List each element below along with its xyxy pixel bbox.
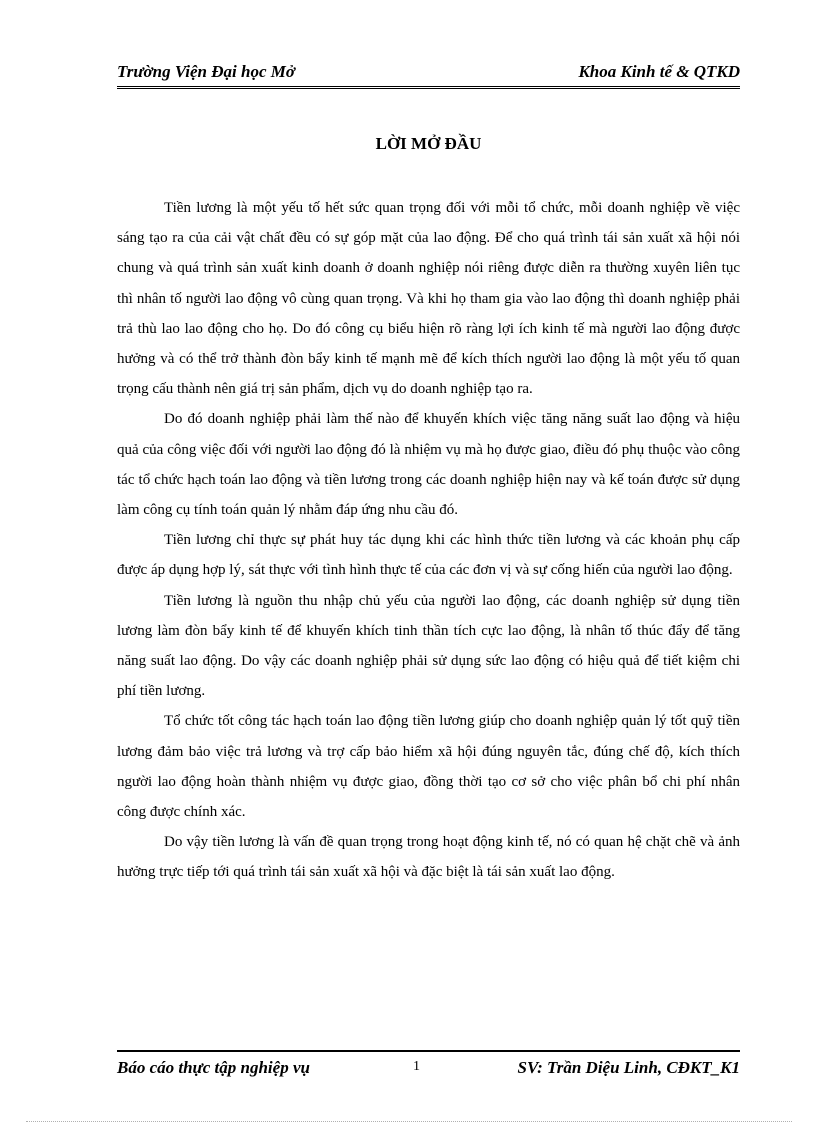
- page-bottom-edge: [26, 1121, 792, 1122]
- paragraph-3: Tiền lương chỉ thực sự phát huy tác dụng khi các hình thức tiền lương và các khoản phụ cấp được áp dụng hợp lý, sát thực với tình hình thực tế của các đơn vị và sự cống hiến của người lao động.: [117, 532, 740, 579]
- footer-page-number: 1: [413, 1059, 420, 1074]
- page-footer: [117, 1050, 740, 1078]
- paragraph-2: Do đó doanh nghiệp phải làm thế nào để khuyến khích việc tăng năng suất lao động và hiệu quả của công việc đối với người lao động đó là nhiệm vụ mà họ được giao, điều đó phụ thuộc vào công tác tổ chức hạch toán lao động và tiền lương trong các doanh nghiệp hiện nay và kế toán được sử dụng làm công cụ tính toán quản lý nhằm đáp ứng nhu cầu đó.: [117, 411, 740, 519]
- header-faculty-name: Khoa Kinh tế & QTKD: [578, 62, 740, 81]
- paragraph-5: Tổ chức tốt công tác hạch toán lao động tiền lương giúp cho doanh nghiệp quản lý tốt quỹ tiền lương đảm bảo việc trả lương và trợ cấp bảo hiểm xã hội đúng nguyên tắc, đúng chế độ, kích thích người lao động hoàn thành nhiệm vụ được giao, đồng thời tạo cơ sở cho việc phân bổ chi phí nhân công được chính xác.: [117, 713, 740, 821]
- page-header: [117, 62, 740, 89]
- paragraph-1: Tiền lương là một yếu tố hết sức quan trọng đối với mỗi tổ chức, mỗi doanh nghiệp về việc sáng tạo ra của cải vật chất đều có sự góp mặt của lao động. Để cho quá trình tái sản xuất xã hội nói chung và quá trình sản xuất kinh doanh ở doanh nghiệp nói riêng được diễn ra thường xuyên liên tục thì nhân tố người lao động vô cùng quan trọng. Và khi họ tham gia vào lao động thì doanh nghiệp phải trả thù lao lao động cho họ. Do đó công cụ biểu hiện rõ ràng lợi ích kinh tế mà người lao động được hưởng và có thể trở thành đòn bẩy kinh tế mạnh mẽ để kích thích người lao động là một yếu tố quan trọng cấu thành nên giá trị sản phẩm, dịch vụ do doanh nghiệp tạo ra.: [117, 200, 740, 398]
- paragraph-4: Tiền lương là nguồn thu nhập chủ yếu của người lao động, các doanh nghiệp sử dụng tiền lương làm đòn bẩy kinh tế để khuyến khích tinh thần tích cực lao động, là nhân tố thúc đẩy để tăng năng suất lao động. Do vậy các doanh nghiệp phải sử dụng sức lao động có hiệu quả để tiết kiệm chi phí tiền lương.: [117, 592, 740, 700]
- footer-report-type: Báo cáo thực tập nghiệp vụ: [117, 1058, 310, 1077]
- paragraph-6: Do vậy tiền lương là vấn đề quan trọng trong hoạt động kinh tế, nó có quan hệ chặt chẽ và ảnh hưởng trực tiếp tới quá trình tái sản xuất xã hội và đặc biệt là tái sản xuất lao động.: [117, 834, 740, 881]
- footer-student-info: SV: Trần Diệu Linh, CĐKT_K1: [517, 1058, 740, 1077]
- header-school-name: Trường Viện Đại học Mở: [117, 62, 295, 81]
- document-body: [117, 193, 740, 888]
- document-title: LỜI MỞ ĐẦU: [375, 134, 482, 153]
